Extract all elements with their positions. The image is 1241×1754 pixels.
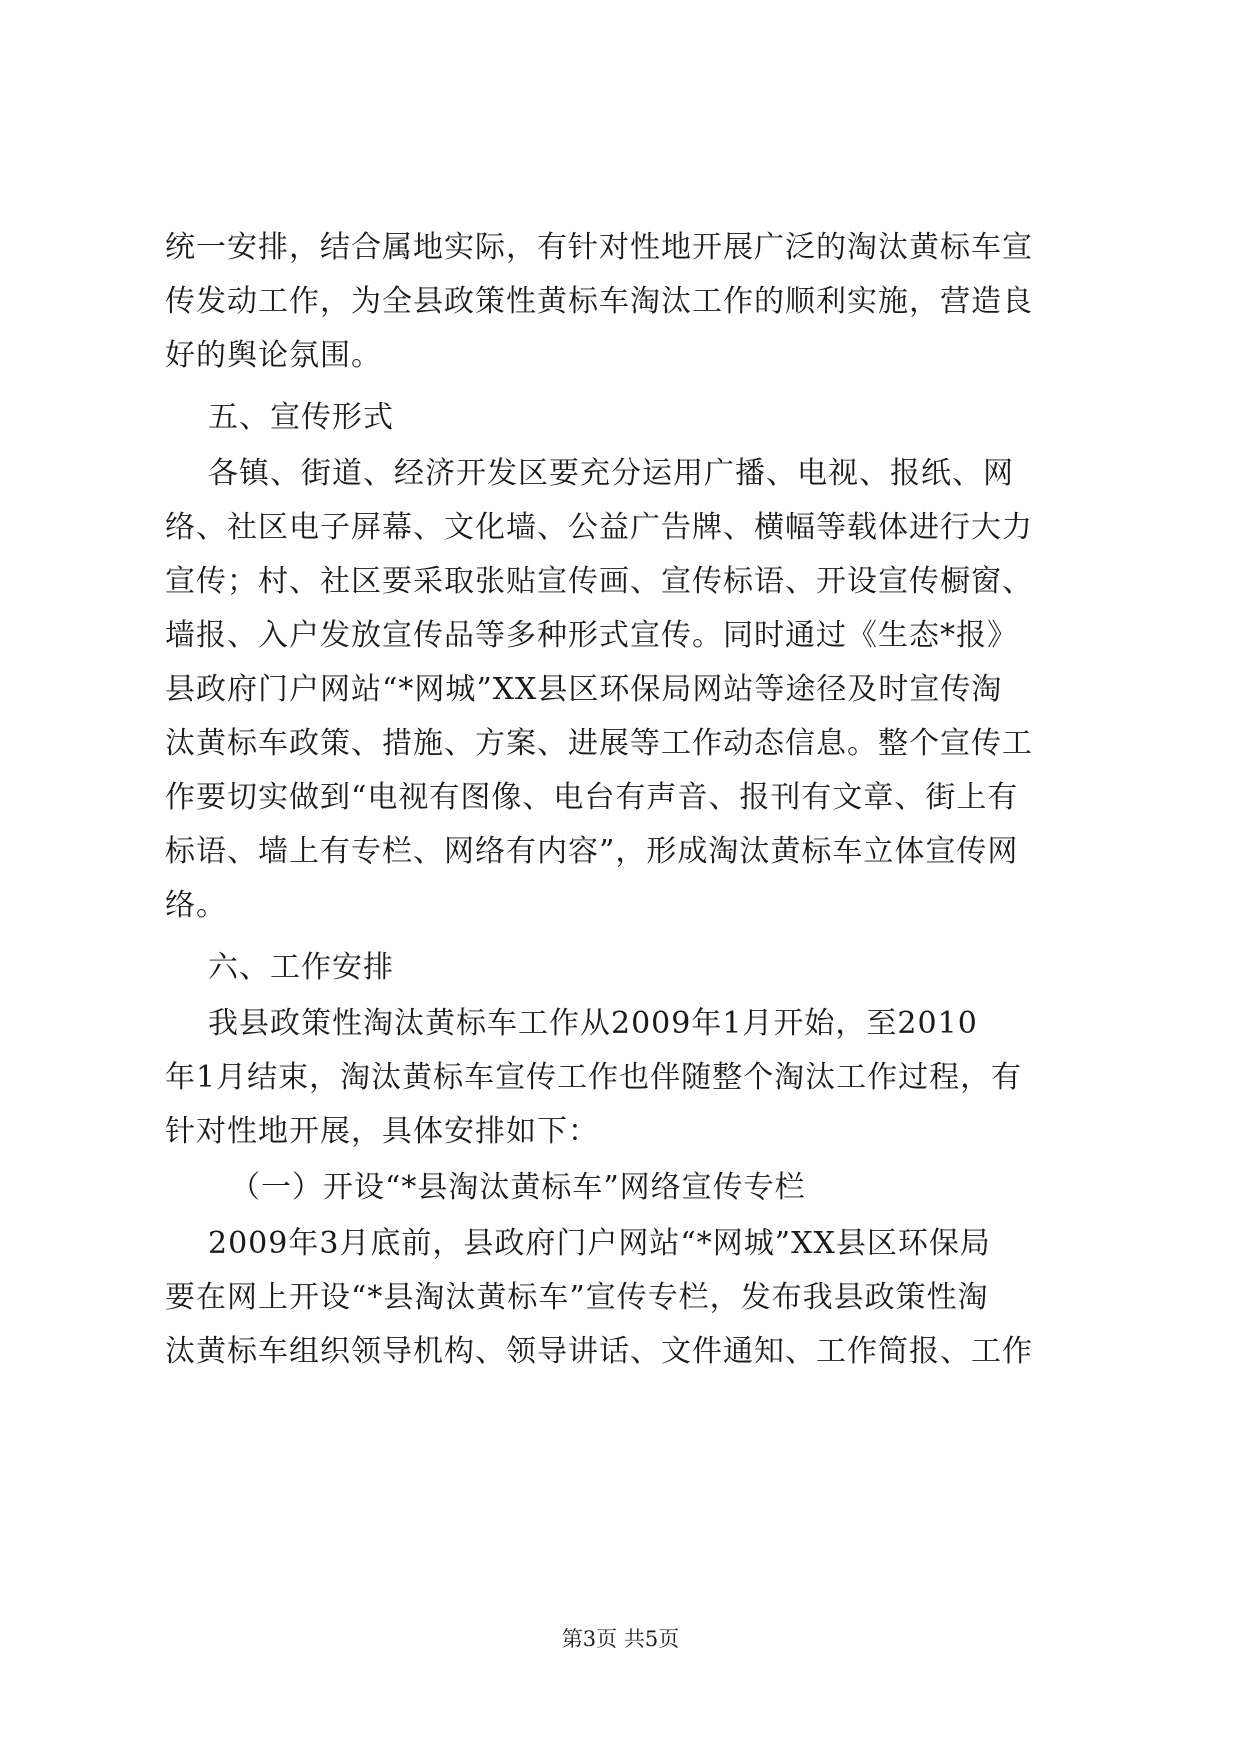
text-line: 各镇、街道、经济开发区要充分运用广播、电视、报纸、网 — [208, 456, 1014, 491]
text-line: 墙报、入户发放宣传品等多种形式宣传。同时通过《生态*报》 — [165, 618, 1018, 653]
text-line: 汰黄标车政策、措施、方案、进展等工作动态信息。整个宣传工 — [165, 726, 1033, 761]
page-number-label: 第3页 共5页 — [561, 1627, 680, 1651]
text-line: 县政府门户网站“*网城”XX县区环保局网站等途径及时宣传淘 — [165, 672, 1003, 707]
text-line: 年1月结束，淘汰黄标车宣传工作也伴随整个淘汰工作过程，有 — [165, 1060, 1023, 1095]
text-line: 络。 — [165, 888, 227, 923]
text-line: 作要切实做到“电视有图像、电台有声音、报刊有文章、街上有 — [165, 780, 1019, 815]
text-line: 宣传；村、社区要采取张贴宣传画、宣传标语、开设宣传橱窗、 — [165, 564, 1033, 599]
page-footer — [0, 1624, 1241, 1654]
text-line: 汰黄标车组织领导机构、领导讲话、文件通知、工作简报、工作 — [165, 1334, 1033, 1369]
text-line: 我县政策性淘汰黄标车工作从2009年1月开始，至2010 — [208, 1006, 978, 1041]
text-line: 好的舆论氛围。 — [165, 338, 382, 373]
section-heading: 五、宣传形式 — [208, 400, 394, 435]
text-line: 2009年3月底前，县政府门户网站“*网城”XX县区环保局 — [208, 1226, 991, 1261]
text-line: 络、社区电子屏幕、文化墙、公益广告牌、横幅等载体进行大力 — [165, 510, 1033, 545]
section-heading: 六、工作安排 — [208, 950, 394, 985]
text-line: 要在网上开设“*县淘汰黄标车”宣传专栏，发布我县政策性淘 — [165, 1280, 989, 1315]
text-line: 统一安排，结合属地实际，有针对性地开展广泛的淘汰黄标车宣 — [165, 230, 1033, 265]
subsection-heading: （一）开设“*县淘汰黄标车”网络宣传专栏 — [230, 1170, 806, 1205]
text-line: 针对性地开展，具体安排如下： — [165, 1114, 599, 1149]
text-line: 标语、墙上有专栏、网络有内容”，形成淘汰黄标车立体宣传网 — [165, 834, 1019, 869]
text-line: 传发动工作，为全县政策性黄标车淘汰工作的顺利实施，营造良 — [165, 284, 1033, 319]
